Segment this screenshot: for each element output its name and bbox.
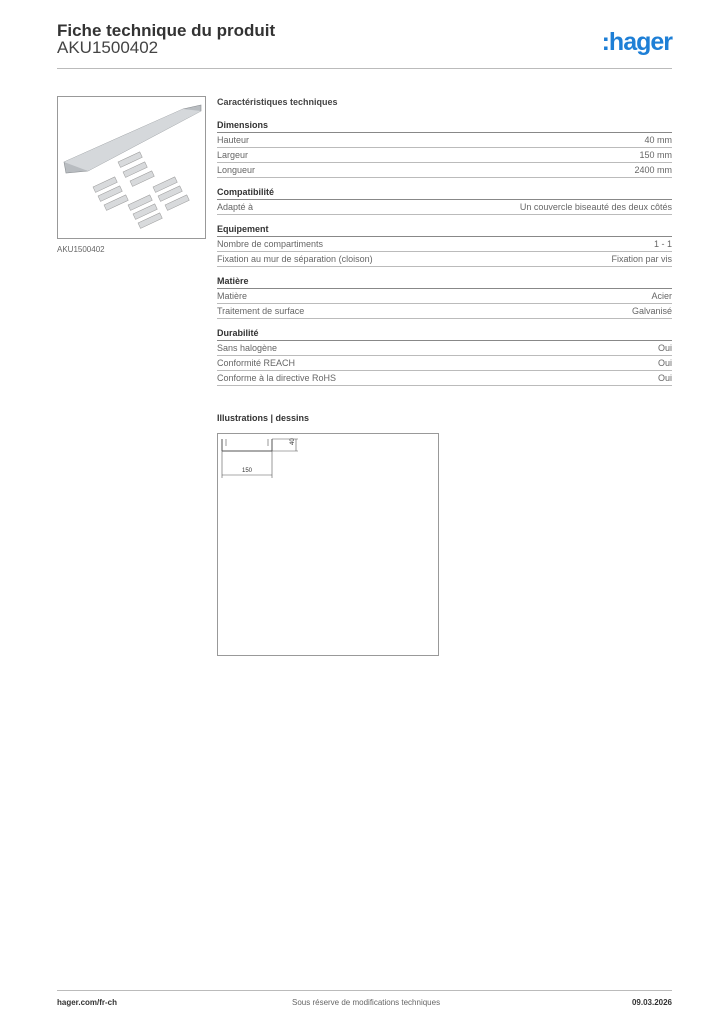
spec-value: Un couvercle biseauté des deux côtés	[519, 202, 672, 212]
spec-label: Adapté à	[217, 202, 254, 212]
spec-section	[217, 223, 672, 267]
spec-value: 2400 mm	[634, 165, 672, 175]
spec-row	[217, 356, 672, 371]
product-image	[57, 96, 206, 239]
spec-value: Acier	[651, 291, 672, 301]
hager-logo: :hager	[601, 28, 672, 56]
spec-label: Traitement de surface	[217, 306, 305, 316]
footer-website[interactable]: hager.com/fr-ch	[57, 998, 118, 1007]
dimension-drawing	[217, 433, 439, 656]
footer-divider	[57, 990, 672, 991]
spec-value: 40 mm	[644, 135, 672, 145]
illustrations-title: Illustrations | dessins	[217, 413, 310, 423]
spec-row	[217, 371, 672, 386]
spec-value: 150 mm	[639, 150, 672, 160]
divider	[57, 68, 672, 69]
spec-label: Hauteur	[217, 135, 250, 145]
section-heading: Compatibilité	[217, 186, 672, 200]
spec-label: Longueur	[217, 165, 256, 175]
spec-row	[217, 163, 672, 178]
spec-label: Matière	[217, 291, 248, 301]
section-heading: Equipement	[217, 223, 672, 237]
spec-row	[217, 341, 672, 356]
spec-section	[217, 275, 672, 319]
technical-specs	[217, 96, 672, 394]
specs-title: Caractéristiques techniques	[217, 97, 338, 107]
spec-label: Nombre de compartiments	[217, 239, 324, 249]
spec-row	[217, 237, 672, 252]
product-code: AKU1500402	[57, 38, 159, 57]
dim-height-label: 40	[290, 438, 296, 445]
section-heading: Matière	[217, 275, 672, 289]
spec-row	[217, 148, 672, 163]
spec-row	[217, 304, 672, 319]
spec-value: Fixation par vis	[611, 254, 672, 264]
spec-row	[217, 133, 672, 148]
spec-value: Galvanisé	[631, 306, 672, 316]
spec-label: Sans halogène	[217, 343, 278, 353]
spec-label: Conforme à la directive RoHS	[217, 373, 337, 383]
spec-label: Fixation au mur de séparation (cloison)	[217, 254, 373, 264]
spec-label: Largeur	[217, 150, 249, 160]
footer-date: 09.03.2026	[631, 998, 672, 1007]
spec-row	[217, 289, 672, 304]
footer-disclaimer: Sous réserve de modifications techniques	[292, 998, 441, 1007]
section-heading: Durabilité	[217, 327, 672, 341]
spec-value: Oui	[657, 358, 672, 368]
spec-section	[217, 186, 672, 215]
dim-width-label: 150	[242, 468, 253, 474]
spec-section	[217, 119, 672, 178]
section-heading: Dimensions	[217, 119, 672, 133]
spec-row	[217, 252, 672, 267]
page-title: Fiche technique du produit	[57, 21, 276, 40]
spec-value: 1 - 1	[653, 239, 672, 249]
spec-row	[217, 200, 672, 215]
spec-section	[217, 327, 672, 386]
spec-label: Conformité REACH	[217, 358, 296, 368]
spec-value: Oui	[657, 343, 672, 353]
spec-value: Oui	[657, 373, 672, 383]
photo-caption: AKU1500402	[57, 245, 105, 254]
